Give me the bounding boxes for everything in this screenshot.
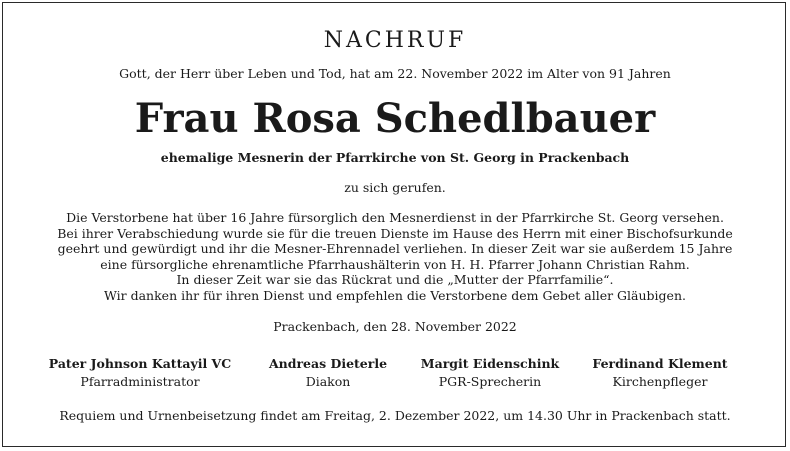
body-line: Wir danken ihr für ihren Dienst und empfehlen die Verstorbene dem Gebet aller Gläubigen.	[104, 287, 686, 303]
body-line: geehrt und gewürdigt und ihr die Mesner-Ehrennadel verliehen. In dieser Zeit war sie außerdem 15 Jahre	[57, 241, 733, 257]
signer-role: Kirchenpfleger	[612, 374, 708, 389]
funeral-notice: Requiem und Urnenbeisetzung findet am Freitag, 2. Dezember 2022, um 14.30 Uhr in Prackenbach statt.	[59, 408, 731, 423]
body-line: In dieser Zeit war sie das Rückrat und die „Mutter der Pfarrfamilie“.	[176, 272, 614, 288]
signer	[40, 355, 240, 391]
signers	[0, 355, 790, 391]
signer-name: Andreas Dieterle	[268, 356, 388, 371]
signer-role: Pfarradministrator	[80, 374, 200, 389]
signer-role: PGR-Sprecherin	[438, 374, 542, 389]
deceased-role: ehemalige Mesnerin der Pfarrkirche von St. Georg in Prackenbach	[160, 150, 630, 165]
signer-name: Ferdinand Klement	[592, 356, 728, 371]
intro-text: Gott, der Herr über Leben und Tod, hat am 22. November 2022 im Alter von 91 Jahren	[119, 66, 671, 81]
signer-role: Diakon	[305, 374, 351, 389]
obituary-heading: NACHRUF	[323, 28, 467, 53]
deceased-name: Frau Rosa Schedlbauer	[134, 95, 656, 142]
body-line: Die Verstorbene hat über 16 Jahre fürsorglich den Mesnerdienst in der Pfarrkirche St. Georg versehen.	[66, 210, 724, 225]
body-line: eine fürsorgliche ehrenamtliche Pfarrhaushälterin von H. H. Pfarrer Johann Christian Rahm.	[100, 256, 690, 272]
place-date: Prackenbach, den 28. November 2022	[273, 319, 517, 334]
signer-name: Pater Johnson Kattayil VC	[48, 356, 232, 371]
obituary-body	[0, 210, 790, 304]
called-text: zu sich gerufen.	[344, 180, 446, 195]
signer	[560, 355, 760, 391]
signer-name: Margit Eidenschink	[420, 356, 560, 371]
body-line: Bei ihrer Verabschiedung wurde sie für die treuen Dienste im Hause des Herrn mit einer Bischofsurkunde	[57, 225, 733, 241]
